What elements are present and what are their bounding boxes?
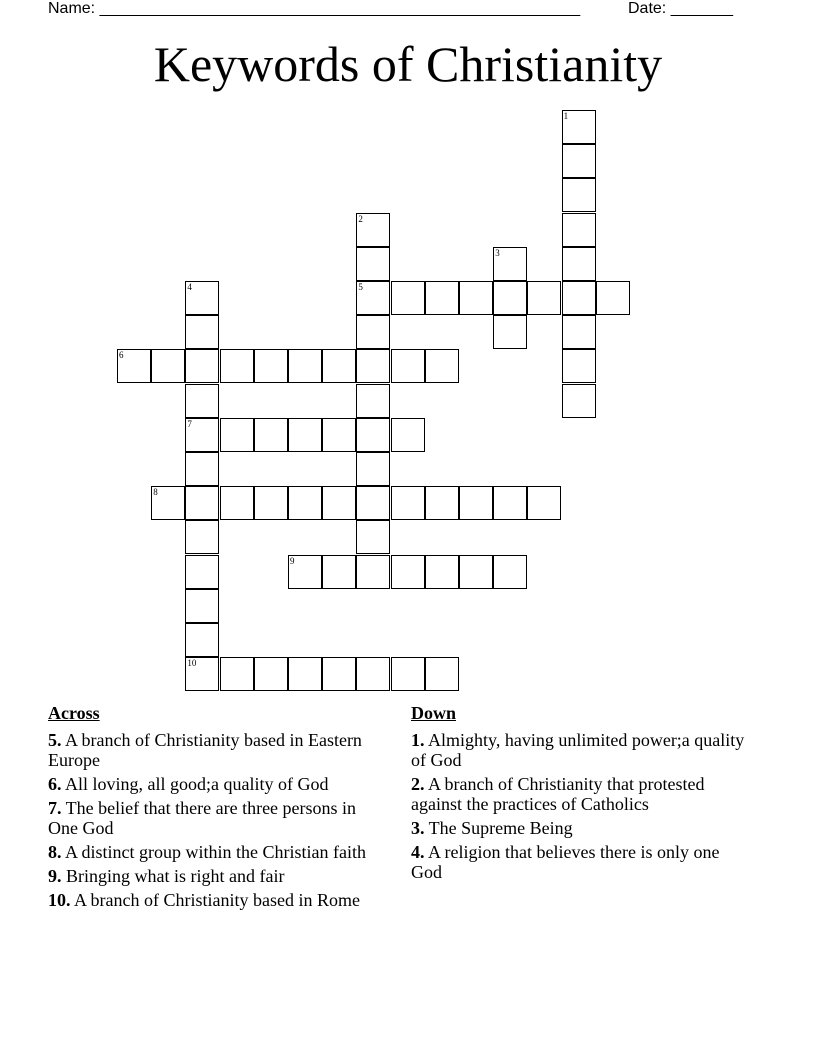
clue-down-3 <box>411 818 751 838</box>
clue-number: 6. <box>48 774 62 794</box>
grid-cell[interactable] <box>151 349 185 383</box>
grid-cell[interactable] <box>288 418 322 452</box>
cell-number: 1 <box>563 111 569 121</box>
grid-cell[interactable] <box>356 213 390 247</box>
grid-cell[interactable] <box>185 281 219 315</box>
grid-cell[interactable] <box>459 555 493 589</box>
grid-cell[interactable] <box>391 486 425 520</box>
grid-cell[interactable] <box>185 315 219 349</box>
cell-number: 8 <box>153 487 158 498</box>
grid-cell[interactable] <box>356 452 390 486</box>
grid-cell[interactable] <box>322 486 356 520</box>
grid-cell[interactable] <box>391 418 425 452</box>
clue-number: 7. <box>48 798 62 818</box>
grid-cell[interactable] <box>185 657 219 691</box>
grid-cell[interactable] <box>391 555 425 589</box>
grid-cell[interactable] <box>185 452 219 486</box>
cell-number: 3 <box>495 247 500 258</box>
clue-down-4 <box>411 842 751 882</box>
down-heading: Down <box>411 703 457 723</box>
grid-cell[interactable] <box>562 315 596 349</box>
clue-number: 4. <box>411 842 425 862</box>
grid-cell[interactable] <box>356 486 390 520</box>
grid-cell[interactable] <box>185 384 219 418</box>
grid-cell[interactable] <box>185 589 219 623</box>
down-clues <box>411 702 751 886</box>
grid-cell[interactable] <box>288 349 322 383</box>
grid-cell[interactable] <box>493 315 527 349</box>
grid-cell[interactable] <box>459 281 493 315</box>
page-title: Keywords of Christianity <box>153 36 663 92</box>
grid-cell[interactable] <box>220 486 254 520</box>
grid-cell[interactable] <box>391 657 425 691</box>
grid-cell[interactable] <box>322 657 356 691</box>
cell-number: 9 <box>290 555 295 566</box>
grid-cell[interactable] <box>562 384 596 418</box>
clue-number: 2. <box>411 774 425 794</box>
grid-cell[interactable] <box>322 349 356 383</box>
grid-cell[interactable] <box>185 486 219 520</box>
grid-cell[interactable] <box>356 418 390 452</box>
grid-cell[interactable] <box>356 384 390 418</box>
across-clues <box>48 702 388 914</box>
clue-number: 3. <box>411 818 425 838</box>
grid-cell[interactable] <box>562 110 596 144</box>
grid-cell[interactable] <box>151 486 185 520</box>
cell-number: 10 <box>187 658 197 669</box>
grid-cell[interactable] <box>562 213 596 247</box>
grid-cell[interactable] <box>356 520 390 554</box>
grid-cell[interactable] <box>391 281 425 315</box>
grid-cell[interactable] <box>356 315 390 349</box>
grid-cell[interactable] <box>288 486 322 520</box>
grid-cell[interactable] <box>185 418 219 452</box>
grid-cell[interactable] <box>254 418 288 452</box>
grid-cell[interactable] <box>562 247 596 281</box>
grid-cell[interactable] <box>562 281 596 315</box>
grid-cell[interactable] <box>391 349 425 383</box>
clue-number: 5. <box>48 730 62 750</box>
grid-cell[interactable] <box>254 486 288 520</box>
clue-text: A religion that believes there is only one God <box>411 842 720 882</box>
grid-cell[interactable] <box>562 178 596 212</box>
grid-cell[interactable] <box>356 281 390 315</box>
grid-cell[interactable] <box>185 555 219 589</box>
grid-cell[interactable] <box>322 555 356 589</box>
grid-cell[interactable] <box>288 555 322 589</box>
clue-number: 1. <box>411 730 425 750</box>
worksheet-header <box>48 0 740 20</box>
grid-cell[interactable] <box>220 349 254 383</box>
grid-cell[interactable] <box>356 247 390 281</box>
grid-cell[interactable] <box>425 281 459 315</box>
date-field[interactable]: Date: _______ <box>628 0 733 17</box>
clue-text: All loving, all good;a quality of God <box>61 774 329 794</box>
grid-cell[interactable] <box>356 657 390 691</box>
clue-across-6 <box>48 774 388 794</box>
across-heading: Across <box>48 703 100 723</box>
grid-cell[interactable] <box>527 281 561 315</box>
cell-number: 6 <box>119 350 124 361</box>
grid-cell[interactable] <box>527 486 561 520</box>
clue-across-8 <box>48 842 388 862</box>
clue-down-1 <box>411 730 751 770</box>
grid-cell[interactable] <box>425 657 459 691</box>
clue-across-5 <box>48 730 388 770</box>
clue-across-9 <box>48 866 388 886</box>
grid-cell[interactable] <box>220 418 254 452</box>
grid-cell[interactable] <box>425 555 459 589</box>
clue-text: A distinct group within the Christian faith <box>61 842 366 862</box>
grid-cell[interactable] <box>425 349 459 383</box>
clue-text: A branch of Christianity based in Rome <box>70 890 360 910</box>
grid-cell[interactable] <box>459 486 493 520</box>
grid-cell[interactable] <box>117 349 151 383</box>
clue-text: A branch of Christianity based in Eastern Europe <box>48 730 362 770</box>
grid-cell[interactable] <box>596 281 630 315</box>
grid-cell[interactable] <box>562 144 596 178</box>
clue-text: A branch of Christianity that protested against the practices of Catholics <box>411 774 705 814</box>
grid-cell[interactable] <box>220 657 254 691</box>
grid-cell[interactable] <box>185 623 219 657</box>
grid-cell[interactable] <box>322 418 356 452</box>
grid-cell[interactable] <box>493 486 527 520</box>
grid-cell[interactable] <box>185 349 219 383</box>
clue-number: 9. <box>48 866 62 886</box>
clue-across-10 <box>48 890 388 910</box>
clue-across-7 <box>48 798 388 838</box>
grid-cell[interactable] <box>356 555 390 589</box>
cell-number: 7 <box>187 418 192 429</box>
grid-cell[interactable] <box>254 657 288 691</box>
grid-cell[interactable] <box>254 349 288 383</box>
cell-number: 4 <box>187 282 192 292</box>
clue-text: The Supreme Being <box>424 818 573 838</box>
clue-down-2 <box>411 774 751 814</box>
grid-cell[interactable] <box>425 486 459 520</box>
clue-number: 10. <box>48 890 71 910</box>
clue-text: Almighty, having unlimited power;a quality of God <box>411 730 745 770</box>
grid-cell[interactable] <box>493 281 527 315</box>
cell-number: 5 <box>358 282 363 292</box>
grid-cell[interactable] <box>493 555 527 589</box>
grid-cell[interactable] <box>562 349 596 383</box>
clue-text: The belief that there are three persons in One God <box>48 798 357 838</box>
clue-number: 8. <box>48 842 62 862</box>
grid-cell[interactable] <box>356 349 390 383</box>
grid-cell[interactable] <box>185 520 219 554</box>
clue-text: Bringing what is right and fair <box>61 866 285 886</box>
name-field[interactable]: Name: ______________________________________________________ <box>48 0 581 17</box>
grid-cell[interactable] <box>493 247 527 281</box>
grid-cell[interactable] <box>288 657 322 691</box>
cell-number: 2 <box>358 213 363 224</box>
